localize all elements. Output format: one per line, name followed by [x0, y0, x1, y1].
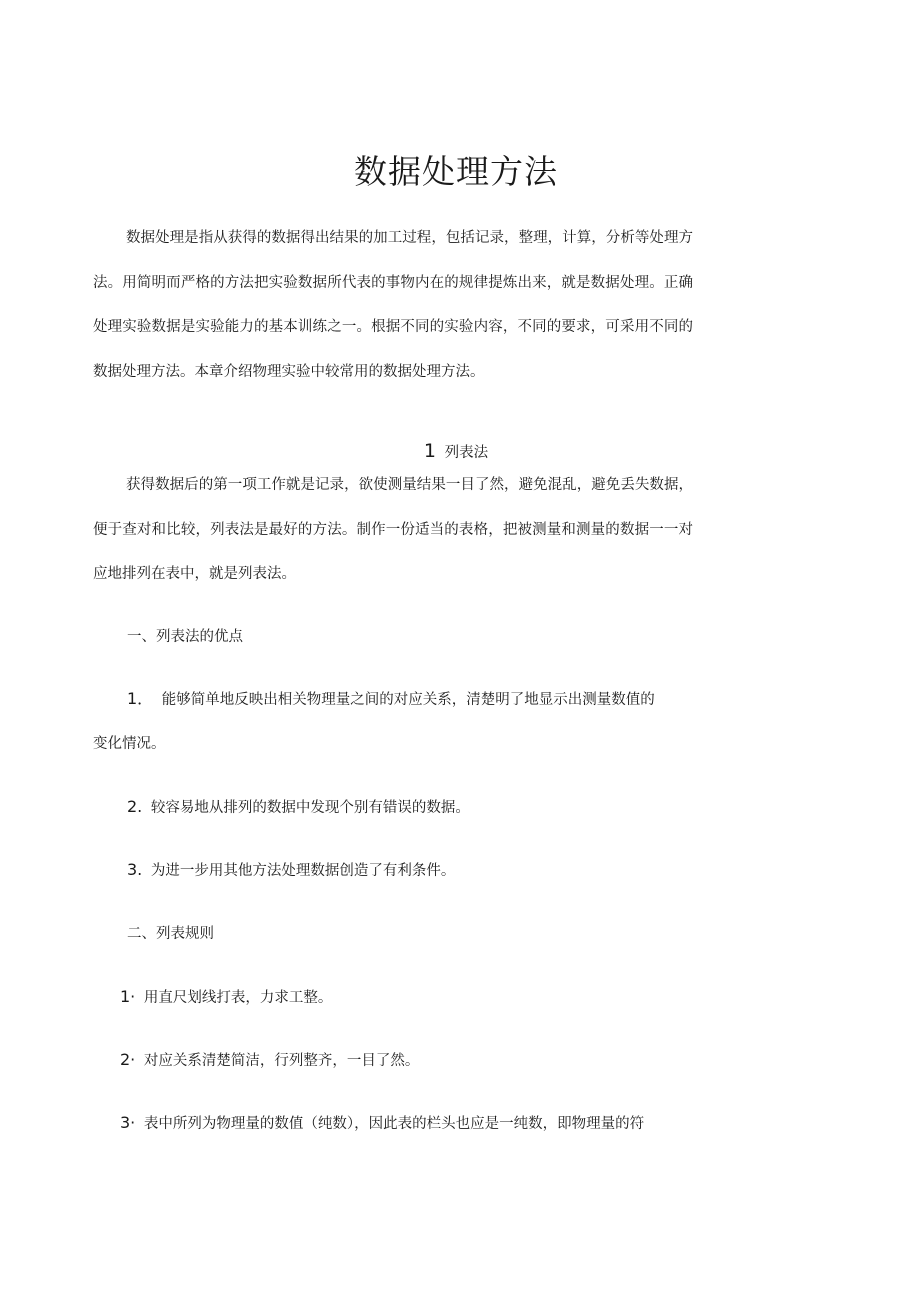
rule-number-2: 2·: [120, 1050, 136, 1069]
section-body-paragraph: 获得数据后的第一项工作就是记录，欲使测量结果一目了然，避免混乱，避免丢失数据，便于查对和比较，列表法是最好的方法。制作一份适当的表格，把被测量和测量的数据一一对应地排列在表中，就是列表法。: [93, 477, 693, 582]
advantage-item-2: [127, 797, 470, 818]
section-number: 1: [423, 440, 436, 462]
rule-item-2: [120, 1050, 419, 1071]
advantage-number-2: 2.: [127, 797, 143, 816]
advantage-text-3: 为进一步用其他方法处理数据创造了有利条件。: [150, 863, 456, 879]
document-title: 数据处理方法: [354, 152, 558, 191]
advantage-item-3: [127, 860, 455, 881]
rule-item-1: [120, 987, 332, 1008]
rule-text-2: 对应关系清楚简洁，行列整齐，一目了然。: [143, 1053, 420, 1069]
advantage-item-1-continuation: 变化情况。: [93, 736, 166, 752]
rule-number-1: 1·: [120, 987, 136, 1006]
rule-text-1: 用直尺划线打表，力求工整。: [143, 990, 333, 1006]
section-heading: [0, 440, 912, 464]
rule-number-3: 3·: [120, 1113, 136, 1132]
advantage-number-1: 1．: [127, 689, 154, 708]
advantage-number-3: 3.: [127, 860, 143, 879]
rule-item-3: [120, 1113, 644, 1134]
section-title: 列表法: [444, 445, 489, 461]
advantage-text-2: 较容易地从排列的数据中发现个别有错误的数据。: [150, 800, 470, 816]
rules-heading: 二、列表规则: [127, 926, 214, 942]
intro-paragraph: 数据处理是指从获得的数据得出结果的加工过程，包括记录，整理，计算，分析等处理方法。用简明而严格的方法把实验数据所代表的事物内在的规律提炼出来，就是数据处理。正确处理实验数据是实验能力的基本训练之一。根据不同的实验内容，不同的要求，可采用不同的数据处理方法。本章介绍物理实验中较常用的数据处理方法。: [93, 230, 693, 380]
advantage-text-1: 能够简单地反映出相关物理量之间的对应关系，清楚明了地显示出测量数值的: [161, 692, 655, 708]
rule-text-3: 表中所列为物理量的数值（纯数），因此表的栏头也应是一纯数，即物理量的符: [143, 1116, 645, 1132]
advantage-item-1: [127, 689, 655, 710]
advantages-heading: 一、列表法的优点: [127, 629, 243, 645]
